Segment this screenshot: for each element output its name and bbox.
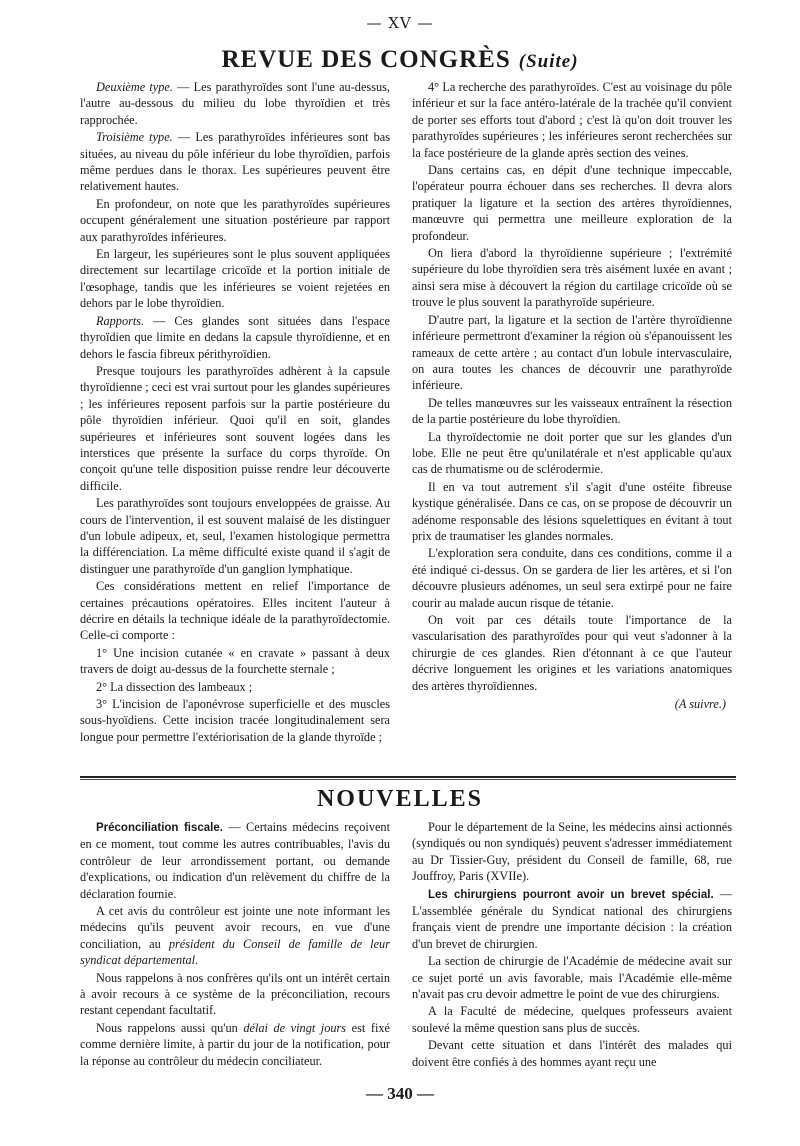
- paragraph: La section de chirurgie de l'Académie de médecine avait sur ce sujet porté un avis favorable, mais l'Académie elle-même n'avait pas cru devoir admettre le point de vue des chirurgiens.: [412, 954, 732, 1002]
- paragraph: Il en va tout autrement s'il s'agit d'une ostéite fibreuse kystique généralisée. Dans ce cas, on se propose de découvrir un adénome responsable des lésions squelettiques en évitant à tout prix de traumatiser les glandes normales.: [412, 479, 732, 543]
- page-number: — 340 —: [366, 1084, 434, 1103]
- page-folio-top: — XV —: [366, 14, 434, 32]
- paragraph: A la Faculté de médecine, quelques professeurs avaient soulevé la même question sans plus de succès.: [412, 1004, 732, 1035]
- column-left-top: [80, 79, 390, 746]
- paragraph-lead: Rapports.: [96, 313, 145, 328]
- paragraph-lead: Préconciliation fiscale.: [96, 822, 223, 834]
- paragraph: Pour le département de la Seine, les médecins ainsi actionnés (syndiqués ou non syndiqués) peuvent s'adresser immédiatement au Dr Tissier-Guy, président du Conseil de famille, 68, rue Jouffroy, Paris (XVIIe).: [412, 820, 732, 884]
- paragraph-lead: Deuxième type.: [96, 80, 173, 94]
- paragraph-text: — Certains médecins reçoivent en ce moment, tout comme les autres contribuables, l'avis du contrôleur de leur arrondissement portant, ou demande d'explications, ou indication d'un relèvement du chiffre de la déclaration fournie.: [80, 820, 390, 901]
- paragraph: [412, 886, 732, 953]
- paragraph: En profondeur, on note que les parathyroïdes supérieures occupent généralement une situation postérieure par rapport aux parathyroïdes inférieures.: [80, 196, 390, 244]
- paragraph-lead: Les chirurgiens pourront avoir un brevet spécial.: [428, 888, 714, 901]
- paragraph-text: — Les parathyroïdes inférieures sont bas situées, au niveau du pôle inférieur du lobe thyroïdien, parfois même perdues dans le thorax. Les supérieures peuvent être relativement hautes.: [80, 130, 390, 194]
- paragraph: La thyroïdectomie ne doit porter que sur les glandes d'un lobe. Elle ne peut être qu'unilatérale et n'est applicable qu'aux cas de rhumatisme ou de sclérodermie.: [412, 429, 732, 477]
- paragraph: Presque toujours les parathyroïdes adhèrent à la capsule thyroïdienne ; ceci est vrai surtout pour les glandes supérieures ; les inférieures reposent parfois sur la partie postérieure du pôle thyroïdien inférieur. Quoi qu'il en soit, glandes supérieures et inférieures sont souvent logées dans les interstices que présente la surface du corps thyroïde. On conçoit qu'une telle disposition puisse rendre leur découverte difficile.: [80, 363, 390, 493]
- section-title-text: REVUE DES CONGRÈS: [221, 46, 511, 73]
- paragraph-text: — Ces glandes sont situées dans l'espace thyroïdien que limite en dedans la capsule thyroïdienne, et en dehors le fascia fibreux périthyroïdien.: [80, 313, 390, 361]
- paragraph: [80, 313, 390, 362]
- paragraph-text: Nous rappelons aussi qu'un: [96, 1020, 244, 1035]
- paragraph: En largeur, les supérieures sont le plus souvent appliquées directement sur lecartilage cricoïde et la portion initiale de l'œsophage, tandis que les inférieures se voient rejetées en dehors par le lobe thyroïdien.: [80, 247, 390, 311]
- column-right-top: [412, 79, 732, 712]
- section-title-suffix: (Suite): [518, 51, 579, 72]
- to-be-continued: (A suivre.): [674, 697, 726, 712]
- section-divider-thin: [80, 779, 736, 780]
- paragraph-text: — L'assemblée générale du Syndicat national des chirurgiens français vient de prendre une importante décision : la création d'un brevet de chirurgien.: [412, 886, 733, 951]
- paragraph: [80, 903, 390, 969]
- nouvelles-title: NOUVELLES: [316, 786, 484, 812]
- paragraph-text: A cet avis du contrôleur est jointe une note informant les médecins qu'ils peuvent avoir recours, en vue d'une conciliation, au: [80, 904, 390, 951]
- section-title: [0, 46, 800, 74]
- paragraph: On voit par ces détails toute l'importance de la vascularisation des parathyroïdes pour qui veut s'adonner à la chirurgie de ces glandes. Rien d'étonnant à ce que l'auteur décrive longuement les origines et les variations anatomiques des artères thyroïdiennes.: [412, 613, 732, 693]
- paragraph: D'autre part, la ligature et la section de l'artère thyroïdienne inférieure permettront d'examiner la région où s'épanouissent les rameaux de cette artère ; au contact d'un lobule intervasculaire, on aura toutes les chances de découvrir une parathyroïde inférieure.: [412, 312, 732, 393]
- paragraph: 1° Une incision cutanée « en cravate » passant à deux travers de doigt au-dessus de la fourchette sternale ;: [80, 645, 390, 677]
- paragraph-text: — Les parathyroïdes sont l'une au-dessus, l'autre au-dessous du milieu du lobe thyroïdien et très rapprochée.: [80, 80, 390, 127]
- paragraph: [80, 79, 390, 128]
- paragraph-text: est fixé comme dernière limite, à partir du jour de la notification, pour la réponse au contrôleur du médecin conciliateur.: [80, 1020, 390, 1068]
- paragraph-italic: délai de vingt jours: [243, 1020, 347, 1035]
- column-right-bottom: [412, 819, 732, 1071]
- paragraph: 2° La dissection des lambeaux ;: [96, 679, 253, 694]
- paragraph: L'exploration sera conduite, dans ces conditions, comme il a été indiqué ci-dessus. On se gardera de lier les artères, et si l'on découvre plusieurs adénomes, un seul sera extirpé pour ne faire courir au malade aucun risque de tétanie.: [412, 546, 732, 610]
- paragraph: Ces considérations mettent en relief l'importance de certaines précautions opératoires. Elles incitent l'auteur à décrire en détails la technique idéale de la parathyroïdectomie. Celle-ci comporte :: [80, 579, 390, 643]
- paragraph: Nous rappelons à nos confrères qu'ils ont un intérêt certain à avoir recours à ce système de la préconciliation, recours restant cependant facultatif.: [80, 970, 390, 1018]
- paragraph: [80, 129, 390, 195]
- paragraph: On liera d'abord la thyroïdienne supérieure ; l'extrémité supérieure du lobe thyroïdien sera très aisément luxée en avant ; ainsi sera mise à découvert la région du cartilage cricoïde où se trouve le plus souvent la parathyroïde supérieure.: [412, 246, 732, 310]
- paragraph: 4° La recherche des parathyroïdes. C'est au voisinage du pôle inférieur et sur la face antéro-latérale de la trachée qu'il convient de porter ses efforts tout d'abord ; c'est là qu'on doit trouver les parathyroïdes supérieures ; les inférieures seront recherchées sur la face postérieure de la glande après section des veines.: [412, 80, 732, 160]
- paragraph: Dans certains cas, en dépit d'une technique impeccable, l'opérateur pourra échouer dans ses recherches. Il devra alors pratiquer la ligature et la section des artères thyroïdiennes, manœuvre qui permettra une meilleure exploration de la profondeur.: [412, 163, 732, 243]
- paragraph: [80, 1020, 390, 1069]
- paragraph: Les parathyroïdes sont toujours enveloppées de graisse. Au cours de l'intervention, il est souvent malaisé de les distinguer d'un lobule adipeux, et, seul, l'examen histologique permettra la différenciation. La même difficulté existe quand il s'agit de distinguer une parathyroïde d'un ganglion lymphatique.: [80, 496, 390, 576]
- paragraph-italic: président du Conseil de famille de leur syndicat départemental.: [80, 936, 390, 968]
- column-left-bottom: [80, 819, 390, 1070]
- section-divider: [80, 776, 736, 778]
- paragraph-lead: Troisième type.: [96, 130, 173, 145]
- paragraph: Devant cette situation et dans l'intérêt des malades qui doivent être confiés à des hommes ayant reçu une: [412, 1038, 732, 1069]
- paragraph: [80, 819, 390, 902]
- paragraph: De telles manœuvres sur les vaisseaux entraînent la résection de la partie postérieure du lobe thyroïdien.: [412, 395, 732, 427]
- paragraph: 3° L'incision de l'aponévrose superficielle et des muscles sous-hyoïdiens. Cette incision tracée longitudinalement sera longue pour permettre l'extériorisation de la glande thyroïde ;: [80, 697, 390, 744]
